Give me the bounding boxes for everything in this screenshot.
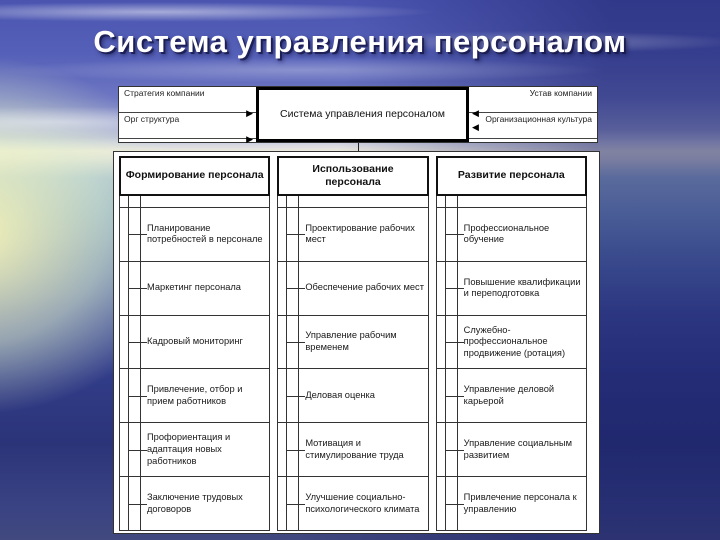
row-spacer [278, 196, 427, 208]
row-label: Управление деловой карьерой [463, 384, 555, 406]
table-row [278, 208, 427, 262]
column-body [436, 196, 587, 531]
table-row [120, 208, 269, 262]
row-spacer [437, 196, 586, 208]
diagram-input-org-structure [119, 113, 256, 144]
table-row [278, 369, 427, 423]
table-row [437, 423, 586, 477]
right-arrow-icon: ▶ [246, 134, 253, 144]
column-body [277, 196, 428, 531]
left-arrow-icon: ◀ [472, 108, 479, 118]
table-row [120, 369, 269, 423]
row-label: Профессиональное обучение [463, 222, 550, 245]
table-row [278, 262, 427, 316]
table-row [437, 208, 586, 262]
right-arrow-icon: ▶ [246, 108, 253, 118]
table-row [437, 262, 586, 316]
diagram-input-label: Стратегия компании [124, 88, 205, 98]
table-row [278, 316, 427, 370]
row-label: Управление социальным развитием [463, 438, 573, 460]
row-label: Заключение трудовых договоров [147, 491, 243, 514]
row-label: Привлечение персонала к управлению [463, 491, 577, 514]
diagram-input-label: Организационная культура [485, 114, 592, 124]
column-body [119, 196, 270, 531]
row-label: Профориентация и адаптация новых работников [147, 432, 231, 466]
row-label: Привлечение, отбор и прием работников [147, 384, 243, 406]
column-header: Развитие персонала [436, 156, 587, 196]
column-header: Формирование персонала [119, 156, 270, 196]
column-development [436, 156, 587, 531]
row-label: Маркетинг персонала [147, 282, 241, 293]
row-label: Управление рабочим временем [305, 330, 397, 353]
column-header: Использование персонала [277, 156, 428, 196]
row-label: Повышение квалификации и переподготовка [463, 276, 581, 299]
diagram-input-charter [469, 87, 597, 118]
diagram-left-inputs [119, 87, 256, 142]
row-label: Улучшение социально-психологического климата [305, 491, 420, 514]
table-row [437, 369, 586, 423]
diagram-input-label: Устав компании [529, 88, 592, 98]
row-label: Мотивация и стимулирование труда [305, 438, 404, 460]
table-row [120, 477, 269, 530]
row-label: Обеспечение рабочих мест [305, 282, 424, 293]
column-formation [119, 156, 270, 531]
table-row [437, 316, 586, 370]
row-label: Планирование потребностей в персонале [147, 222, 263, 245]
diagram-input-label: Орг структура [124, 114, 180, 124]
row-label: Проектирование рабочих мест [305, 222, 415, 245]
row-spacer [120, 196, 269, 208]
row-label: Деловая оценка [305, 390, 375, 401]
table-row [120, 423, 269, 477]
row-label: Кадровый мониторинг [147, 336, 243, 347]
column-usage [277, 156, 428, 531]
table-row [120, 262, 269, 316]
diagram-input-org-culture [469, 113, 597, 139]
context-diagram [118, 86, 598, 143]
hr-functions-table [113, 151, 600, 534]
diagram-input-strategy [119, 87, 256, 118]
table-row [120, 316, 269, 370]
table-row [278, 477, 427, 530]
diagram-center-box: Система управления персоналом [256, 87, 469, 142]
slide-title: Система управления персоналом [93, 24, 627, 59]
diagram-right-inputs [469, 87, 597, 142]
left-arrow-icon: ◀ [472, 122, 479, 132]
table-row [437, 477, 586, 530]
table-row [278, 423, 427, 477]
row-label: Служебно-профессиональное продвижение (ротация) [463, 324, 566, 358]
